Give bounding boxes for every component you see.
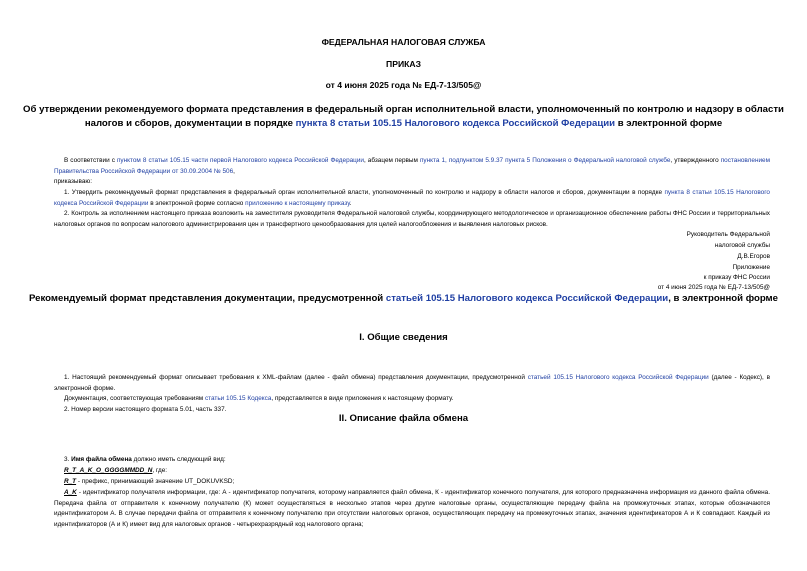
appendix-date: от 4 июня 2025 года № ЕД-7-13/505@ xyxy=(657,284,770,291)
recipient-code: A_K xyxy=(64,489,77,496)
order-item-1 xyxy=(54,188,770,209)
order-item-text: 1. Утвердить рекомендуемый формат представления в федеральный орган исполнительной власти, уполномоченный по контролю и надзору в области налогов и сборов, документации в порядке xyxy=(64,189,665,196)
doc-date-number: от 4 июня 2025 года № ЕД-7-13/505@ xyxy=(325,80,482,90)
signature-name: Д.В.Егоров xyxy=(737,253,770,260)
link-tax-code-art-105-15[interactable]: пунктом 8 статьи 105.15 части первой Налогового кодекса Российской Федерации xyxy=(116,157,364,164)
section-2-file-pattern xyxy=(64,466,167,477)
preamble-text: В соответствии с xyxy=(64,157,117,164)
title-link-tax-code[interactable]: пункта 8 статьи 105.15 Налогового кодекса Российской Федерации xyxy=(295,118,616,129)
order-item-2: 2. Контроль за исполнением настоящего приказа возложить на заместителя руководителя Федеральной налоговой службы, координирующего методологическое и организационное обеспечение работы ФНС России и территориальных налоговых органов по вопросам налогового администрирования цен и трансфертного ценообразования для целей налогообложения и выявления налоговых рисков. xyxy=(54,210,770,228)
section-1-heading: I. Общие сведения xyxy=(359,332,448,343)
section-1-paragraph-2 xyxy=(64,394,453,405)
preamble-text: , абзацем первым xyxy=(363,157,420,164)
appendix-label: Приложение xyxy=(732,264,770,271)
section-2-heading: II. Описание файла обмена xyxy=(338,413,469,424)
agency-name: ФЕДЕРАЛЬНАЯ НАЛОГОВАЯ СЛУЖБА xyxy=(321,37,486,47)
link-fns-regulation[interactable]: пункта 1, подпунктом 5.9.37 пункта 5 Положения о Федеральной налоговой службе xyxy=(419,157,671,164)
prefix-code: R_T xyxy=(64,478,77,485)
title-text-tail: в электронной форме xyxy=(615,118,723,129)
order-word: приказываю: xyxy=(54,178,92,185)
section-2-text: 3. xyxy=(64,456,72,463)
file-name-pattern: R_T_A_K_O_GGGGMMDD_N xyxy=(64,467,153,474)
appendix-order-ref: к приказу ФНС России xyxy=(703,274,770,281)
format-title-link[interactable]: статьей 105.15 Налогового кодекса Российской Федерации xyxy=(385,293,669,304)
section-1-paragraph-3: 2. Номер версии настоящего формата 5.01, часть 337. xyxy=(64,406,227,413)
file-name-term: Имя файла обмена xyxy=(71,456,132,463)
format-title-tail: , в электронной форме xyxy=(668,293,778,304)
link-appendix[interactable]: приложению к настоящему приказу xyxy=(245,199,350,207)
order-item-text: в электронной форме согласно xyxy=(148,199,246,207)
preamble-text: , xyxy=(233,167,235,175)
section-1-text: (далее - Кодекс), в электронной форме. xyxy=(54,374,770,392)
order-item-text: . xyxy=(349,199,352,207)
format-title-text: Рекомендуемый формат представления документации, предусмотренной xyxy=(29,293,386,304)
section-2-text: должно иметь следующий вид: xyxy=(131,456,226,463)
order-title xyxy=(0,103,807,131)
order-title-line1: Об утверждении рекомендуемого формата представления в федеральный орган исполнительной власти, уполномоченный по контролю и надзору в области xyxy=(23,104,784,115)
section-2-prefix-def xyxy=(64,477,234,488)
link-government-decree[interactable]: постановлением Правительства Российской Федерации от 30.09.2004 № 506 xyxy=(54,157,770,175)
section-2-text: - идентификатор получателя информации, где: А - идентификатор получателя, которому направляется файл обмена, К - идентификатор конечного получателя, для которого предназначена информация из данного файла обмена. Передача файла от отправителя к конечному получателю (К) может осуществляться в несколько этапов через другие налоговые органы, осуществляющие передачу файла на промежуточных этапах, которые обозначаются идентификатором А. В случае передачи файла от отправителя к конечному получателю при отсутствии налоговых органов, осуществляющих передачу на промежуточных этапах, значения идентификаторов А и К совпадают. Каждый из идентификаторов (А и К) имеет вид для налоговых органов - четырехразрядный код налогового органа; xyxy=(54,489,770,528)
section-2-recipient-def xyxy=(54,488,770,530)
section-2-text: , где: xyxy=(152,467,168,474)
title-text: налогов и сборов, документации в порядке xyxy=(84,118,296,129)
signature-position-2: налоговой службы xyxy=(714,242,770,249)
section-1-text: Документация, соответствующая требованиям xyxy=(64,395,205,402)
preamble-text: , утвержденного xyxy=(670,157,721,164)
section-1-text: 1. Настоящий рекомендуемый формат описывает требования к XML-файлам (далее - файл обмена) представления документации, предусмотренной xyxy=(64,374,528,381)
signature-position-1: Руководитель Федеральной xyxy=(686,231,770,238)
link-code-art-105-15[interactable]: статьи 105.15 Кодекса xyxy=(204,395,272,402)
link-tax-code-art-105-15-s1[interactable]: статьей 105.15 Налогового кодекса Российской Федерации xyxy=(527,374,709,381)
section-2-paragraph-1 xyxy=(64,455,226,466)
format-title xyxy=(0,292,807,306)
section-1-text: , представляется в виде приложения к настоящему формату. xyxy=(271,395,454,402)
order-title-line2 xyxy=(0,117,807,131)
section-1-paragraph-1 xyxy=(54,373,770,394)
doc-type: ПРИКАЗ xyxy=(386,59,421,69)
link-tax-code-p8[interactable]: пункта 8 статьи 105.15 Налогового кодекса Российской Федерации xyxy=(54,189,770,207)
preamble-paragraph xyxy=(54,156,770,177)
section-2-text: - префикс, принимающий значение UT_DOKUVKSD; xyxy=(76,478,235,485)
